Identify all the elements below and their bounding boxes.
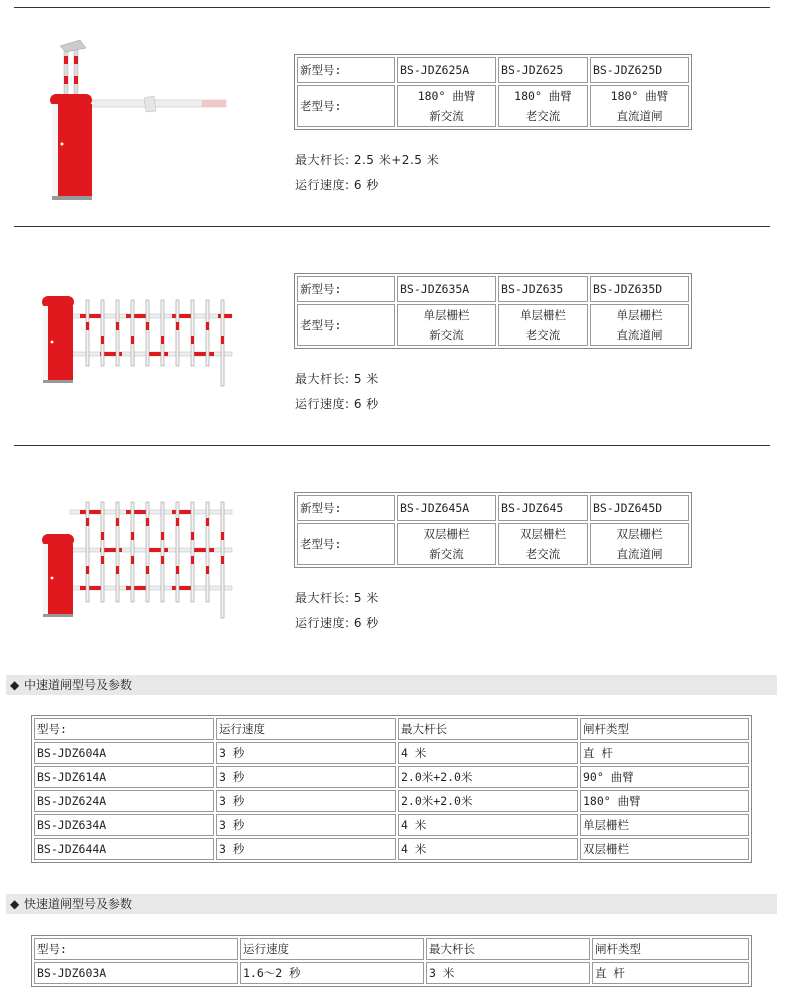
fast-speed-heading — [6, 894, 777, 914]
old-model-cell — [397, 85, 496, 127]
header-cell: 运行速度 — [240, 938, 424, 960]
model-cell: BS-JDZ625A — [397, 57, 496, 83]
diamond-bullet-icon: ◆ — [10, 897, 20, 911]
max-length-spec: 最大杆长: 5 米 — [295, 372, 379, 386]
table-cell: BS-JDZ604A — [34, 742, 214, 764]
section-title: 快速道闸型号及参数 — [24, 897, 133, 911]
old-model-cell — [397, 304, 496, 346]
arm-type: 双层栅栏 — [519, 527, 566, 541]
table-cell: BS-JDZ634A — [34, 814, 214, 836]
speed-spec: 运行速度: 6 秒 — [295, 397, 379, 411]
model-cell: BS-JDZ645A — [397, 495, 496, 521]
table-cell: BS-JDZ614A — [34, 766, 214, 788]
speed-spec: 运行速度: 6 秒 — [295, 178, 379, 192]
model-cell: BS-JDZ645 — [498, 495, 588, 521]
old-model-cell — [590, 85, 689, 127]
old-model-cell — [590, 523, 689, 565]
old-model-label: 老型号: — [297, 304, 395, 346]
model-cell: BS-JDZ625D — [590, 57, 689, 83]
table-cell: 双层栅栏 — [580, 838, 749, 860]
table-cell: 直 杆 — [580, 742, 749, 764]
product-image-curved-arm — [40, 36, 240, 202]
power-type: 新交流 — [429, 328, 464, 342]
divider-top — [14, 7, 770, 8]
table-cell: 3 米 — [426, 962, 590, 984]
medium-speed-table — [31, 715, 752, 863]
old-model-label: 老型号: — [297, 523, 395, 565]
divider-1 — [14, 226, 770, 227]
table-cell: 2.0米+2.0米 — [398, 790, 578, 812]
new-model-label: 新型号: — [297, 57, 395, 83]
table-row — [34, 790, 749, 812]
new-model-label: 新型号: — [297, 276, 395, 302]
model-cell: BS-JDZ635 — [498, 276, 588, 302]
table-cell: 1.6～2 秒 — [240, 962, 424, 984]
old-model-label: 老型号: — [297, 85, 395, 127]
arm-type: 双层栅栏 — [423, 527, 470, 541]
new-model-label: 新型号: — [297, 495, 395, 521]
table-row — [34, 766, 749, 788]
header-cell: 运行速度 — [216, 718, 396, 740]
product-image-double-fence — [40, 500, 240, 620]
table-cell: 180° 曲臂 — [580, 790, 749, 812]
table-cell: 3 秒 — [216, 814, 396, 836]
header-cell: 闸杆类型 — [580, 718, 749, 740]
arm-type: 单层栅栏 — [616, 308, 663, 322]
model-cell: BS-JDZ625 — [498, 57, 588, 83]
old-model-cell — [397, 523, 496, 565]
divider-2 — [14, 445, 770, 446]
old-model-cell — [498, 85, 588, 127]
header-cell: 最大杆长 — [398, 718, 578, 740]
table-cell: BS-JDZ603A — [34, 962, 238, 984]
header-cell: 闸杆类型 — [592, 938, 749, 960]
speed-spec: 运行速度: 6 秒 — [295, 616, 379, 630]
table-cell: 3 秒 — [216, 838, 396, 860]
table-row — [34, 838, 749, 860]
table-cell: BS-JDZ624A — [34, 790, 214, 812]
power-type: 直流道闸 — [616, 109, 663, 123]
product-2-table — [294, 273, 692, 349]
product-image-single-fence — [40, 294, 240, 388]
fast-speed-table — [31, 935, 752, 987]
table-cell: 3 秒 — [216, 766, 396, 788]
model-cell: BS-JDZ635D — [590, 276, 689, 302]
arm-type: 单层栅栏 — [519, 308, 566, 322]
header-cell: 型号: — [34, 938, 238, 960]
table-cell: 3 秒 — [216, 742, 396, 764]
medium-speed-heading — [6, 675, 777, 695]
table-row — [34, 742, 749, 764]
header-cell: 最大杆长 — [426, 938, 590, 960]
power-type: 直流道闸 — [616, 547, 663, 561]
power-type: 老交流 — [525, 547, 561, 561]
header-cell: 型号: — [34, 718, 214, 740]
power-type: 直流道闸 — [616, 328, 663, 342]
table-cell: 2.0米+2.0米 — [398, 766, 578, 788]
table-cell: 直 杆 — [592, 962, 749, 984]
model-cell: BS-JDZ645D — [590, 495, 689, 521]
table-cell: 4 米 — [398, 742, 578, 764]
arm-type: 单层栅栏 — [423, 308, 470, 322]
table-cell: 90° 曲臂 — [580, 766, 749, 788]
arm-type: 180° 曲臂 — [514, 89, 572, 103]
table-header-row — [34, 938, 749, 960]
power-type: 老交流 — [525, 328, 561, 342]
power-type: 老交流 — [525, 109, 561, 123]
max-length-spec: 最大杆长: 2.5 米+2.5 米 — [295, 153, 440, 167]
product-3-table — [294, 492, 692, 568]
arm-type: 180° 曲臂 — [417, 89, 476, 103]
arm-type: 双层栅栏 — [616, 527, 663, 541]
model-cell: BS-JDZ635A — [397, 276, 496, 302]
power-type: 新交流 — [429, 547, 464, 561]
table-row — [34, 962, 749, 984]
max-length-spec: 最大杆长: 5 米 — [295, 591, 379, 605]
table-cell: BS-JDZ644A — [34, 838, 214, 860]
power-type: 新交流 — [429, 109, 464, 123]
product-1-table — [294, 54, 692, 130]
table-row — [34, 814, 749, 836]
old-model-cell — [498, 304, 588, 346]
diamond-bullet-icon: ◆ — [10, 678, 20, 692]
table-header-row — [34, 718, 749, 740]
section-title: 中速道闸型号及参数 — [24, 678, 133, 692]
old-model-cell — [590, 304, 689, 346]
old-model-cell — [498, 523, 588, 565]
arm-type: 180° 曲臂 — [610, 89, 669, 103]
table-cell: 4 米 — [398, 838, 578, 860]
table-cell: 4 米 — [398, 814, 578, 836]
table-cell: 单层栅栏 — [580, 814, 749, 836]
table-cell: 3 秒 — [216, 790, 396, 812]
